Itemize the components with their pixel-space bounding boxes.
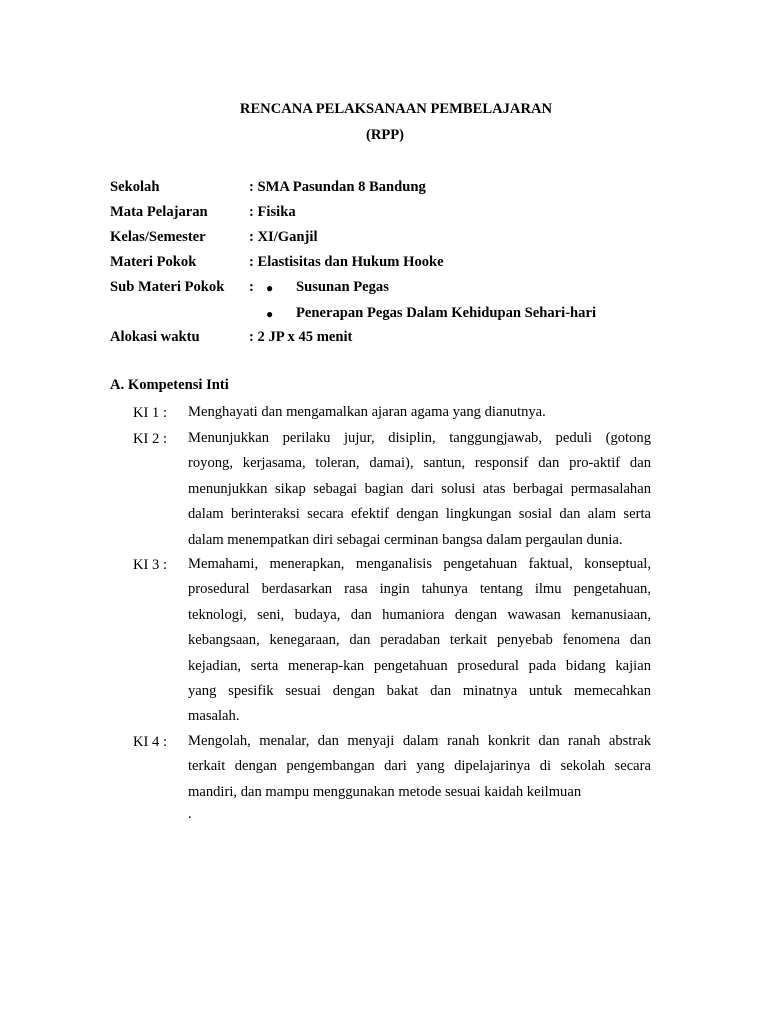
ki-line: masalah.	[188, 708, 240, 725]
ki-line: royong, kerjasama, toleran, damai), santun, responsif dan pro-aktif dan	[188, 455, 651, 472]
ki-line: Memahami, menerapkan, menganalisis pengetahuan faktual, konseptual,	[188, 556, 651, 572]
ki-line: Menghayati dan mengamalkan ajaran agama yang dianutnya.	[188, 404, 546, 420]
bullet-icon: ●	[266, 307, 274, 321]
ki-line: menunjukkan sikap sebagai bagian dari solusi atas berbagai permasalahan	[188, 480, 651, 497]
identity-label: Sub Materi Pokok	[110, 279, 225, 295]
document-subtitle: (RPP)	[365, 127, 405, 143]
identity-value: : SMA Pasundan 8 Bandung	[249, 179, 426, 195]
identity-value: : Fisika	[249, 204, 296, 220]
identity-label: Mata Pelajaran	[110, 204, 208, 220]
trailing-period: .	[188, 806, 192, 822]
ki-line: yang spesifik sesuai dengan bakat dan minatnya untuk memecahkan	[188, 682, 651, 699]
identity-label: Materi Pokok	[110, 254, 197, 270]
ki-3-text	[188, 552, 651, 730]
ki-line: prosedural berdasarkan rasa ingin tahunya tentang ilmu pengetahuan,	[188, 581, 651, 598]
bullet-icon: ●	[266, 281, 274, 295]
ki-line: kebangsaan, kenegaraan, dan peradaban terkait penyebab fenomena dan	[188, 632, 651, 649]
ki-line: kejadian, serta menerap-kan pengetahuan prosedural pada bidang kajian	[188, 657, 651, 674]
ki-line: Mengolah, menalar, dan menyaji dalam ranah konkrit dan ranah abstrak	[188, 733, 651, 749]
identity-label: Sekolah	[110, 179, 160, 195]
ki-line: terkait dengan pengembangan dari yang dipelajarinya di sekolah secara	[188, 758, 651, 775]
sub-materi-text: Penerapan Pegas Dalam Kehidupan Sehari-hari	[296, 305, 596, 321]
identity-label: Alokasi waktu	[110, 329, 200, 345]
ki-2-text	[188, 426, 651, 553]
ki-line: teknologi, seni, budaya, dan humaniora dengan wawasan kemanusiaan,	[188, 606, 651, 623]
ki-line: dalam berinteraksi secara efektif dengan lingkungan sosial dan alam serta	[188, 506, 651, 523]
ki-line: dalam menempatkan diri sebagai cerminan bangsa dalam pergaulan dunia.	[188, 531, 623, 548]
identity-value: : XI/Ganjil	[249, 229, 318, 245]
ki-4-text	[188, 729, 651, 805]
ki-line: Menunjukkan perilaku jujur, disiplin, tanggungjawab, peduli (gotong	[188, 430, 651, 446]
identity-value: : 2 JP x 45 menit	[249, 329, 353, 345]
section-heading-kompetensi-inti: A. Kompetensi Inti	[110, 377, 229, 393]
ki-label: KI 2 :	[133, 431, 168, 447]
ki-1-text	[188, 400, 651, 425]
ki-label: KI 1 :	[133, 405, 168, 421]
identity-label: Kelas/Semester	[110, 229, 206, 245]
ki-label: KI 3 :	[133, 557, 168, 573]
ki-line: mandiri, dan mampu menggunakan metode sesuai kaidah keilmuan	[188, 783, 582, 800]
identity-value: :	[249, 279, 254, 295]
sub-materi-text: Susunan Pegas	[296, 279, 389, 295]
ki-label: KI 4 :	[133, 734, 168, 750]
document-title: RENCANA PELAKSANAAN PEMBELAJARAN	[239, 101, 553, 117]
identity-value: : Elastisitas dan Hukum Hooke	[249, 254, 444, 270]
